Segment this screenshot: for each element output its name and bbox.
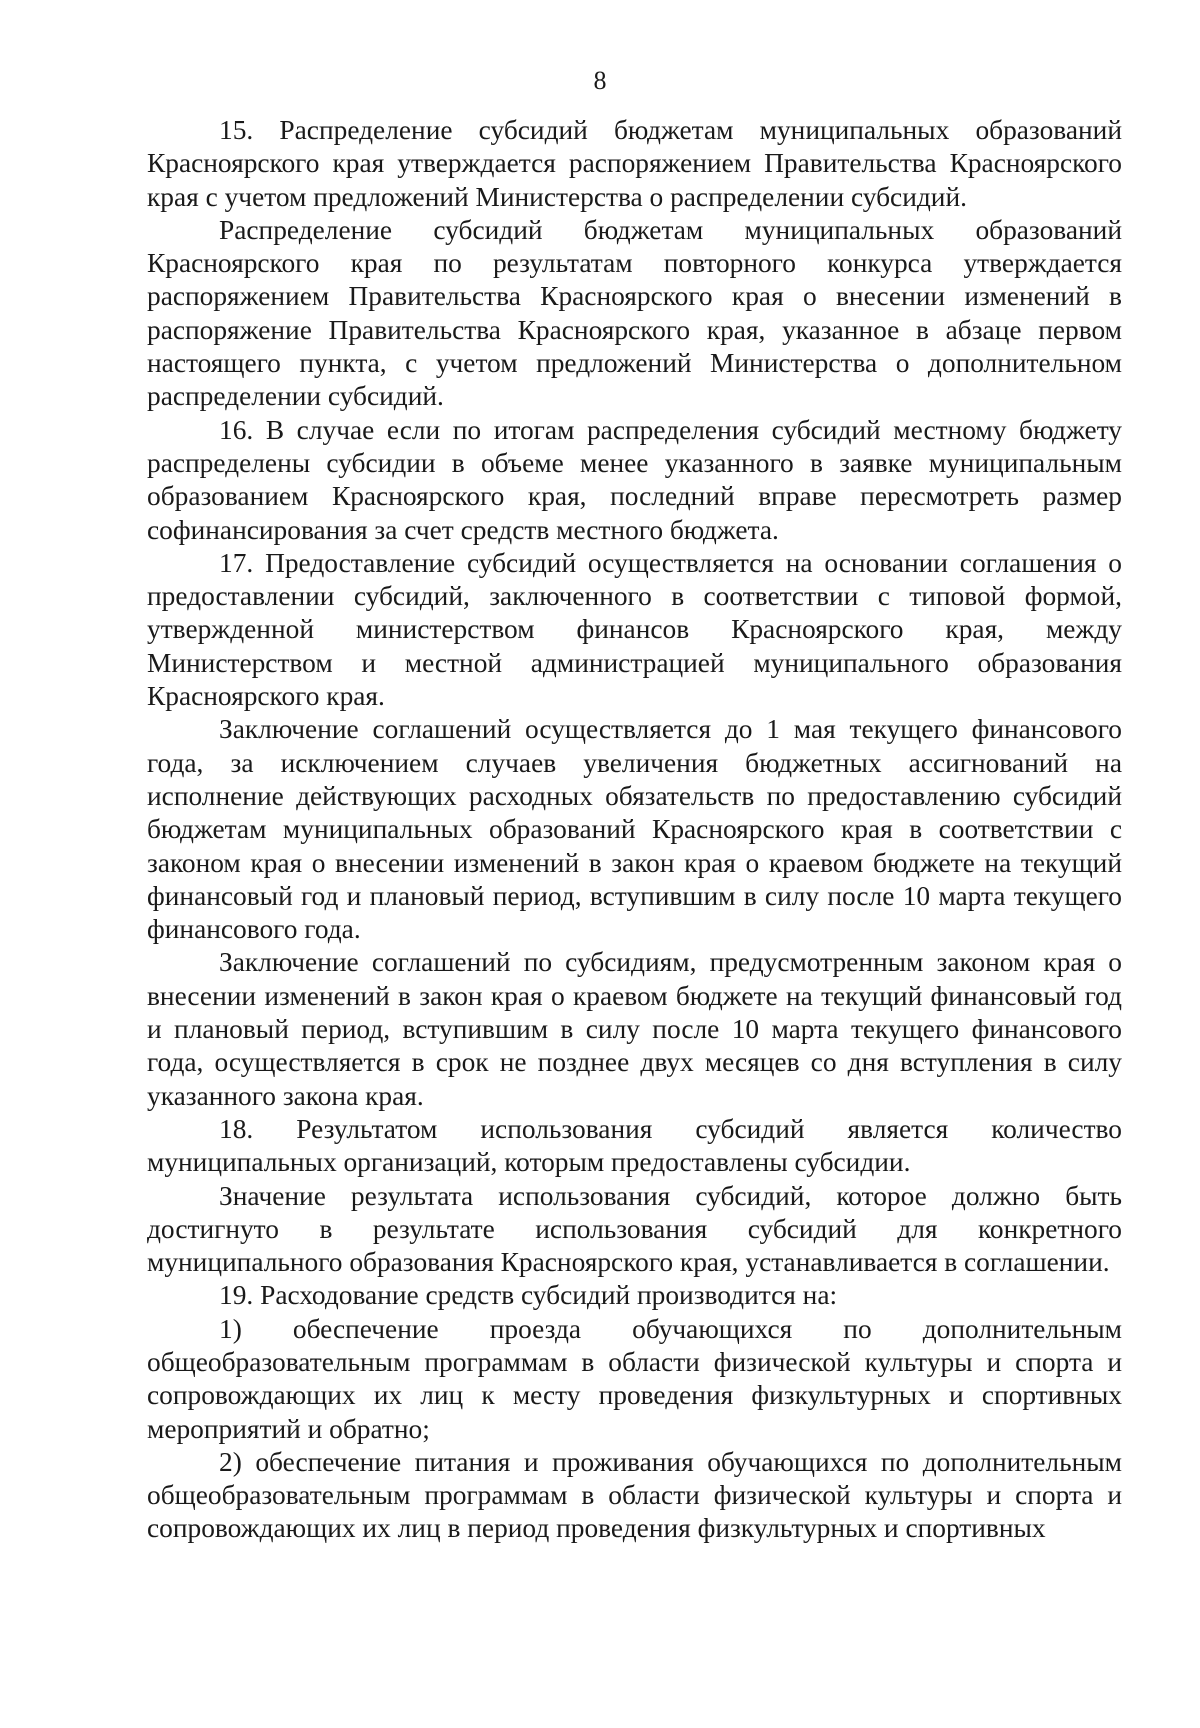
- paragraph-19: 19. Расходование средств субсидий производится на:: [219, 1280, 838, 1311]
- paragraph-17-2: Заключение соглашений осуществляется до 1 мая текущего финансового года, за исключением случаев увеличения бюджетных ассигнований на исполнение действующих расходных обязательств по предоставлению субсидий бюджетам муниципальных образований Красноярского края в соответствии с законом края о внесении изменений в закон края о краевом бюджете на текущий финансовый год и плановый период, вступившим в силу после 10 марта текущего финансового года.: [147, 714, 1122, 945]
- paragraph-18-2: Значение результата использования субсидий, которое должно быть достигнуто в результате использования субсидий для конкретного муниципального образования Красноярского края, устанавливается в соглашении.: [147, 1180, 1122, 1278]
- paragraph-15: 15. Распределение субсидий бюджетам муниципальных образований Красноярского края утверждается распоряжением Правительства Красноярского края с учетом предложений Министерства о распределении субсидий.: [147, 115, 1122, 212]
- page-number: 8: [593, 66, 607, 95]
- list-item-1: 1) обеспечение проезда обучающихся по дополнительным общеобразовательным программам в области физической культуры и спорта и сопровождающих их лиц к месту проведения физкультурных и спортивных мероприятий и обратно;: [147, 1313, 1122, 1444]
- paragraph-17: 17. Предоставление субсидий осуществляется на основании соглашения о предоставлении субсидий, заключенного в соответствии с типовой формой, утвержденной министерством финансов Красноярского края, между Министерством и местной администрацией муниципального образования Красноярского края.: [147, 547, 1122, 712]
- paragraph-17-3: Заключение соглашений по субсидиям, предусмотренным законом края о внесении изменений в закон края о краевом бюджете на текущий финансовый год и плановый период, вступившим в силу после 10 марта текущего финансового года, осуществляется в срок не позднее двух месяцев со дня вступления в силу указанного закона края.: [147, 947, 1122, 1111]
- paragraph-16: 16. В случае если по итогам распределения субсидий местному бюджету распределены субсидии в объеме менее указанного в заявке муниципальным образованием Красноярского края, последний вправе пересмотреть размер софинансирования за счет средств местного бюджета.: [147, 414, 1122, 545]
- paragraph-18: 18. Результатом использования субсидий является количество муниципальных организаций, которым предоставлены субсидии.: [147, 1113, 1122, 1178]
- document-body: [147, 114, 1122, 1546]
- list-item-2: 2) обеспечение питания и проживания обучающихся по дополнительным общеобразовательным программам в области физической культуры и спорта и сопровождающих их лиц в период проведения физкультурных и спортивных: [147, 1446, 1122, 1544]
- paragraph-15-2: Распределение субсидий бюджетам муниципальных образований Красноярского края по результатам повторного конкурса утверждается распоряжением Правительства Красноярского края о внесении изменений в распоряжение Правительства Красноярского края, указанное в абзаце первом настоящего пункта, с учетом предложений Министерства о дополнительном распределении субсидий.: [147, 214, 1122, 412]
